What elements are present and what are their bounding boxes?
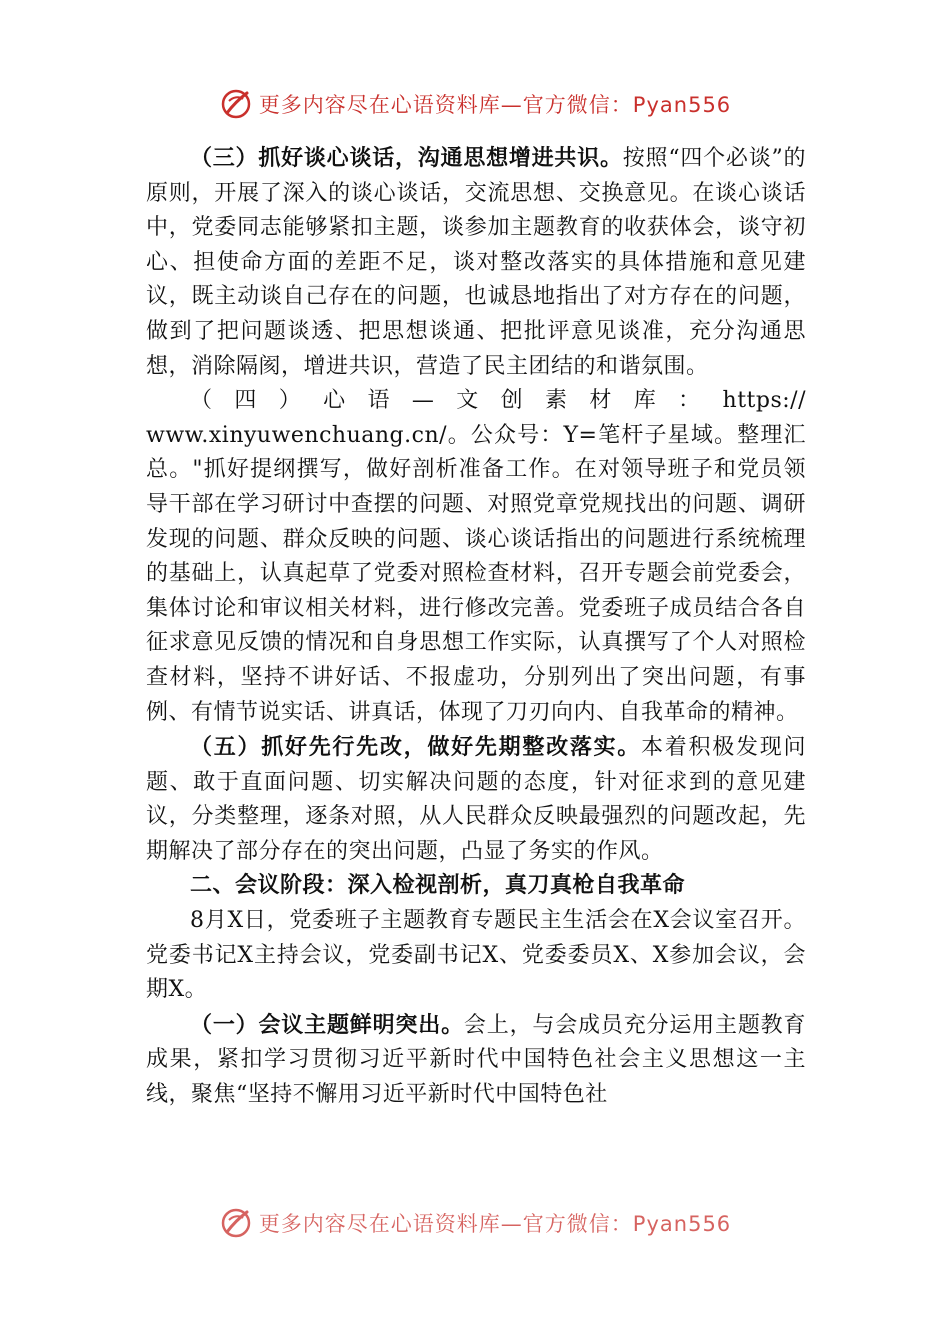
watermark-text: 更多内容尽在心语资料库—官方微信：Pyan556 [258,1212,732,1236]
document-body [146,141,806,1113]
paragraph-3 [146,141,806,384]
brush-logo-icon [219,87,253,121]
section-heading-2: 二、会议阶段：深入检视剖析，真刀真枪自我革命 [190,873,686,899]
watermark-footer [0,1203,950,1243]
watermark-text: 更多内容尽在心语资料库—官方微信：Pyan556 [258,93,732,117]
paragraph-3-body: 按照“四个必谈”的原则，开展了深入的谈心谈话，交流思想、交换意见。在谈心谈话中，党委同志能够紧扣主题，谈参加主题教育的收获体会，谈守初心、担使命方面的差距不足，谈对整改落实的具体措施和意见建议，既主动谈自己存在的问题，也诚恳地指出了对方存在的问题，做到了把问题谈透、把思想谈通、把批评意见谈准，充分沟通思想，消除隔阂，增进共识，营造了民主团结的和谐氛围。 [146,146,806,379]
paragraph-4-continued [146,419,806,730]
paragraph-4-body: www.xinyuwenchuang.cn/。公众号：Y=笔杆子星域。整理汇总。"抓好提纲撰写，做好剖析准备工作。在对领导班子和党员领导干部在学习研讨中查摆的问题、对照党章党规找出的问题、调研发现的问题、群众反映的问题、谈心谈话指出的问题进行系统梳理的基础上，认真起草了党委对照检查材料，召开专题会前党委会，集体讨论和审议相关材料，进行修改完善。党委班子成员结合各自征求意见反馈的情况和自身思想工作实际，认真撰写了个人对照检查材料，坚持不讲好话、不报虚功，分别列出了突出问题，有事例、有情节说实话、讲真话，体现了刀刃向内、自我革命的精神。 [146,422,806,725]
brush-logo-icon [219,1206,253,1240]
paragraph-4-first-line: （四）心语—文创素材库：https:// [190,388,806,414]
paragraph-7-heading: （一）会议主题鲜明突出。 [190,1011,464,1038]
paragraph-3-heading: （三）抓好谈心谈话，沟通思想增进共识。 [190,145,623,171]
paragraph-5 [146,730,806,869]
watermark-header [0,84,950,124]
paragraph-7 [146,1008,806,1113]
paragraph-4 [146,384,806,419]
paragraph-5-heading: （五）抓好先行先改，做好先期整改落实。 [190,734,642,761]
paragraph-5-body: 本着积极发现问题、敢于直面问题、切实解决问题的态度，针对征求到的意见建议，分类整理，逐条对照，从人民群众反映最强烈的问题改起，先期解决了部分存在的突出问题，凸显了务实的作风。 [146,735,806,864]
paragraph-6: 8月X日，党委班子主题教育专题民主生活会在X会议室召开。党委书记X主持会议，党委副书记X、党委委员X、X参加会议，会期X。 [146,908,806,1003]
paragraph-7-body: 会上，与会成员充分运用主题教育成果，紧扣学习贯彻习近平新时代中国特色社会主义思想这一主线，聚焦“坚持不懈用习近平新时代中国特色社 [146,1012,806,1108]
